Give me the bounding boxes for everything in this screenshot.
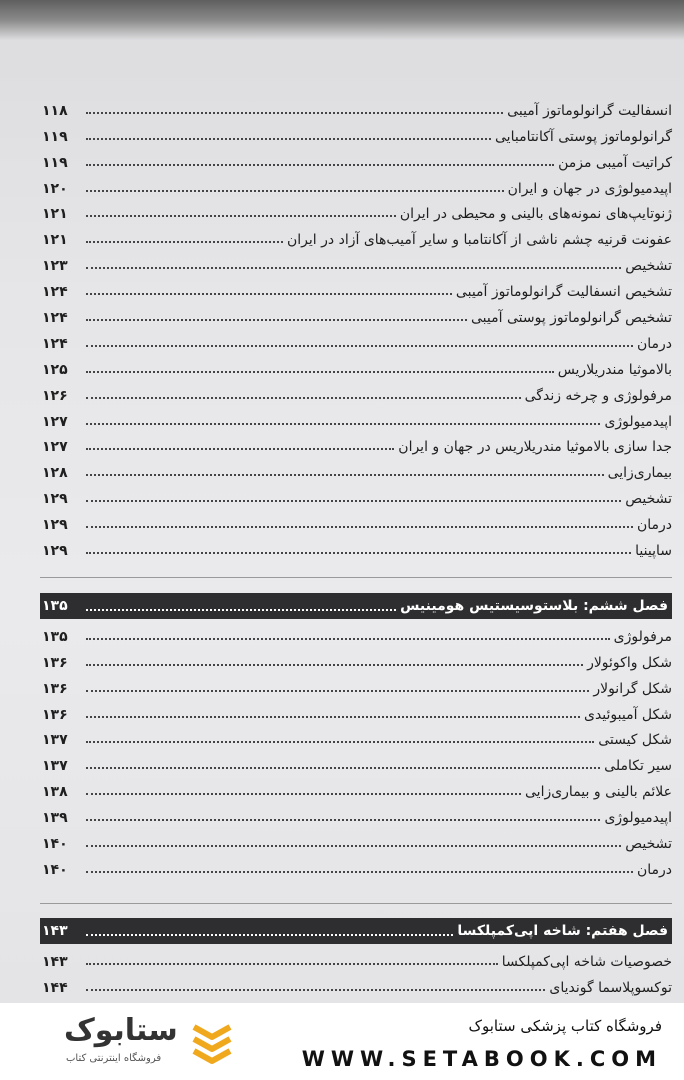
- toc-entry[interactable]: [40, 197, 672, 223]
- entry-title: توکسوپلاسما گوندیای: [549, 979, 672, 996]
- dot-leader: [86, 552, 631, 554]
- toc-entry[interactable]: [40, 697, 672, 723]
- chapter-title: فصل ششم: بلاستوسیستیس هومینیس: [400, 598, 668, 614]
- entry-page-number: ۱۱۹: [42, 128, 68, 145]
- entry-title: شکل کیستی: [598, 732, 672, 749]
- dot-leader: [86, 741, 594, 743]
- toc-entry[interactable]: [40, 826, 672, 852]
- dot-leader: [86, 934, 453, 936]
- setabook-logo[interactable]: [30, 1011, 260, 1073]
- entry-page-number: ۱۲۴: [42, 335, 68, 352]
- entry-page-number: ۱۳۹: [42, 810, 68, 827]
- dot-leader: [86, 448, 394, 450]
- entry-title: کراتیت آمیبی مزمن: [558, 154, 672, 171]
- dot-leader: [86, 989, 545, 991]
- entry-page-number: ۱۳۶: [42, 706, 68, 723]
- entry-title: تشخیص انسفالیت گرانولوماتوز آمیبی: [455, 284, 672, 301]
- dot-leader: [86, 293, 452, 295]
- entry-page-number: ۱۲۶: [42, 387, 68, 404]
- entry-page-number: ۱۴۰: [42, 836, 68, 853]
- entry-title: تشخیص: [625, 491, 672, 508]
- dot-leader: [86, 319, 467, 321]
- toc-entry[interactable]: [40, 800, 672, 826]
- toc-entry[interactable]: [40, 93, 672, 119]
- entry-title: مرفولوژی: [613, 628, 672, 645]
- toc-entry[interactable]: [40, 119, 672, 145]
- dot-leader: [86, 112, 503, 114]
- toc-section-2: [40, 619, 672, 878]
- entry-title: مرفولوژی و چرخه زندگی: [524, 387, 672, 404]
- entry-page-number: ۱۴۳: [42, 953, 68, 970]
- toc-section-3: [40, 944, 672, 996]
- dot-leader: [86, 241, 283, 243]
- chapter-title: فصل هفتم: شاخه اپی‌کمپلکسا: [457, 923, 668, 939]
- logo-text: ستابوک: [64, 1013, 178, 1048]
- entry-title: شکل آمیبوئیدی: [583, 706, 672, 723]
- entry-title: درمان: [636, 861, 672, 878]
- toc-entry[interactable]: [40, 274, 672, 300]
- toc-entry[interactable]: [40, 970, 672, 996]
- dot-leader: [86, 190, 504, 192]
- entry-title: گرانولوماتوز پوستی آکانتامبایی: [495, 128, 672, 145]
- entry-title: شکل واکوئولار: [587, 654, 672, 671]
- toc-entry[interactable]: [40, 723, 672, 749]
- divider: [40, 903, 672, 904]
- entry-title: تشخیص: [625, 258, 672, 275]
- dot-leader: [86, 423, 600, 425]
- entry-title: جدا سازی بالاموثیا مندریلاریس در جهان و ایران: [398, 439, 672, 456]
- dot-leader: [86, 474, 604, 476]
- entry-page-number: ۱۲۸: [42, 465, 68, 482]
- toc-entry[interactable]: [40, 852, 672, 878]
- dot-leader: [86, 871, 633, 873]
- entry-title: ژنوتایپ‌های نمونه‌های بالینی و محیطی در ایران: [399, 206, 672, 223]
- entry-page-number: ۱۲۷: [42, 439, 68, 456]
- chapter-7-heading[interactable]: [40, 918, 672, 944]
- chapter-6-heading[interactable]: [40, 593, 672, 619]
- entry-title: بالاموثیا مندریلاریس: [557, 361, 672, 378]
- toc-entry[interactable]: [40, 507, 672, 533]
- toc-entry[interactable]: [40, 748, 672, 774]
- entry-page-number: ۱۳۷: [42, 732, 68, 749]
- chapter-page-number: ۱۳۵: [42, 598, 68, 614]
- entry-title: شکل گرانولار: [593, 680, 672, 697]
- dot-leader: [86, 845, 621, 847]
- entry-title: تشخیص گرانولوماتوز پوستی آمیبی: [471, 310, 672, 327]
- page-top-shadow: [0, 0, 684, 40]
- dot-leader: [86, 397, 521, 399]
- toc-entry[interactable]: [40, 774, 672, 800]
- entry-page-number: ۱۲۹: [42, 517, 68, 534]
- toc-entry[interactable]: [40, 455, 672, 481]
- entry-page-number: ۱۲۱: [42, 232, 68, 249]
- dot-leader: [86, 500, 621, 502]
- toc-section-1: [40, 93, 672, 559]
- toc-entry[interactable]: [40, 352, 672, 378]
- dot-leader: [86, 716, 580, 718]
- entry-page-number: ۱۳۶: [42, 680, 68, 697]
- entry-title: بیماری‌زایی: [607, 465, 672, 482]
- dot-leader: [86, 793, 521, 795]
- entry-page-number: ۱۳۷: [42, 758, 68, 775]
- store-footer: [0, 1003, 684, 1080]
- divider: [40, 577, 672, 578]
- entry-page-number: ۱۳۸: [42, 784, 68, 801]
- dot-leader: [86, 526, 633, 528]
- toc-entry[interactable]: [40, 171, 672, 197]
- dot-leader: [86, 963, 498, 965]
- entry-page-number: ۱۱۹: [42, 154, 68, 171]
- dot-leader: [86, 819, 600, 821]
- toc-entry[interactable]: [40, 248, 672, 274]
- dot-leader: [86, 345, 633, 347]
- entry-title: ساپینیا: [635, 543, 672, 560]
- entry-page-number: ۱۲۵: [42, 361, 68, 378]
- website-link[interactable]: WWW.SETABOOK.COM: [301, 1047, 662, 1071]
- dot-leader: [86, 138, 491, 140]
- toc-entry[interactable]: [40, 533, 672, 559]
- toc-entry[interactable]: [40, 671, 672, 697]
- entry-title: تشخیص: [625, 836, 672, 853]
- entry-title: علائم بالینی و بیماری‌زایی: [525, 784, 672, 801]
- entry-page-number: ۱۲۴: [42, 284, 68, 301]
- book-stack-icon: [190, 1017, 234, 1067]
- toc-entry[interactable]: [40, 145, 672, 171]
- chapter-page-number: ۱۴۳: [42, 923, 68, 939]
- entry-page-number: ۱۳۶: [42, 654, 68, 671]
- dot-leader: [86, 638, 610, 640]
- store-name: فروشگاه کتاب پزشکی ستابوک: [468, 1017, 662, 1035]
- toc-entry[interactable]: [40, 326, 672, 352]
- dot-leader: [86, 164, 554, 166]
- toc-entry[interactable]: [40, 619, 672, 645]
- entry-page-number: ۱۴۴: [42, 979, 68, 996]
- dot-leader: [86, 609, 396, 611]
- toc-entry[interactable]: [40, 404, 672, 430]
- entry-page-number: ۱۲۹: [42, 491, 68, 508]
- entry-page-number: ۱۳۵: [42, 628, 68, 645]
- entry-page-number: ۱۲۰: [42, 180, 68, 197]
- entry-title: سیر تکاملی: [604, 758, 672, 775]
- entry-title: اپیدمیولوژی: [604, 413, 672, 430]
- dot-leader: [86, 767, 600, 769]
- toc-entry[interactable]: [40, 645, 672, 671]
- dot-leader: [86, 215, 396, 217]
- toc-entry[interactable]: [40, 378, 672, 404]
- toc-entry[interactable]: [40, 300, 672, 326]
- entry-page-number: ۱۲۴: [42, 310, 68, 327]
- dot-leader: [86, 267, 621, 269]
- entry-title: درمان: [636, 517, 672, 534]
- entry-title: انسفالیت گرانولوماتوز آمیبی: [507, 102, 672, 119]
- dot-leader: [86, 371, 554, 373]
- entry-page-number: ۱۲۷: [42, 413, 68, 430]
- toc-entry[interactable]: [40, 430, 672, 456]
- toc-entry[interactable]: [40, 481, 672, 507]
- entry-page-number: ۱۲۱: [42, 206, 68, 223]
- toc-entry[interactable]: [40, 944, 672, 970]
- entry-page-number: ۱۲۹: [42, 543, 68, 560]
- entry-title: عفونت قرنیه چشم ناشی از آکانتامبا و سایر آمیب‌های آزاد در ایران: [287, 232, 672, 249]
- dot-leader: [86, 690, 589, 692]
- entry-page-number: ۱۴۰: [42, 861, 68, 878]
- entry-title: خصوصیات شاخه اپی‌کمپلکسا: [501, 953, 672, 970]
- entry-title: اپیدمیولوژی در جهان و ایران: [507, 180, 672, 197]
- toc-entry[interactable]: [40, 222, 672, 248]
- entry-page-number: ۱۱۸: [42, 102, 68, 119]
- entry-title: اپیدمیولوژی: [604, 810, 672, 827]
- logo-tagline: فروشگاه اینترنتی کتاب: [66, 1053, 162, 1064]
- entry-title: درمان: [636, 335, 672, 352]
- dot-leader: [86, 664, 583, 666]
- entry-page-number: ۱۲۳: [42, 258, 68, 275]
